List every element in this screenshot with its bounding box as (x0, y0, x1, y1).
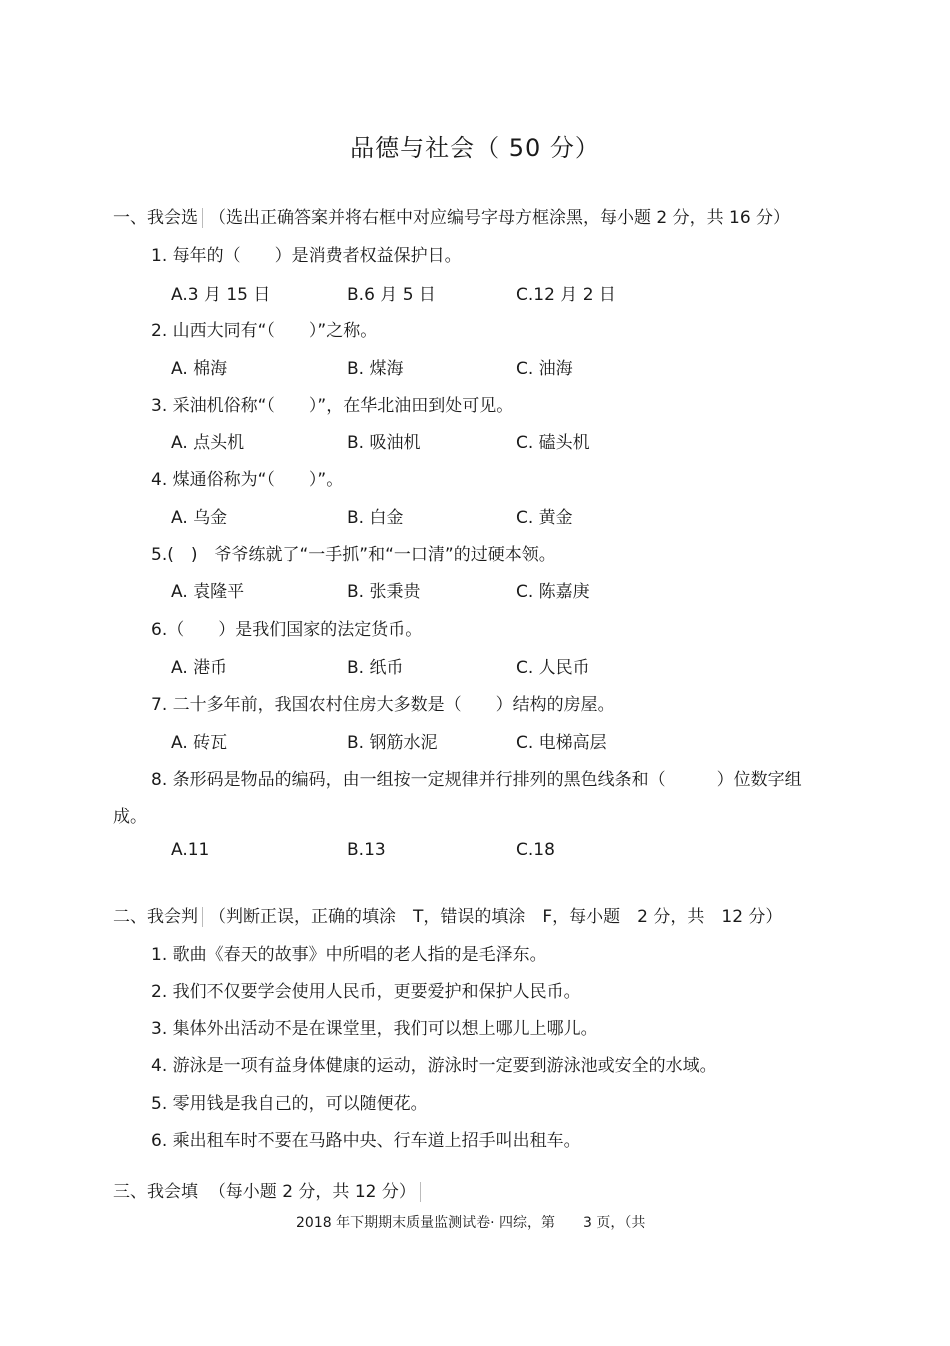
q2-option-a: A. 棉海 (171, 359, 228, 379)
q1-option-a: A.3 月 15 日 (171, 285, 271, 305)
section3-heading: 三、我会填 (113, 1182, 198, 1202)
section1-instruction: （选出正确答案并将右框中对应编号字母方框涂黑，每小题 2 分，共 16 分） (209, 208, 791, 228)
q3-option-b: B. 吸油机 (347, 433, 421, 453)
q5-option-b: B. 张秉贵 (347, 582, 421, 602)
divider (202, 208, 203, 228)
q6-option-a: A. 港币 (171, 658, 228, 678)
judge-item-1: 1. 歌曲《春天的故事》中所唱的老人指的是毛泽东。 (151, 945, 547, 965)
q1-option-c: C.12 月 2 日 (516, 285, 616, 305)
section2-header (113, 902, 782, 927)
section1-heading: 一、我会选 (113, 208, 198, 228)
q7-option-a: A. 砖瓦 (171, 733, 228, 753)
section2-instruction: （判断正误，正确的填涂 T，错误的填涂 F，每小题 2 分，共 12 分） (209, 907, 783, 927)
page-footer: 2018 年下期期末质量监测试卷· 四综，第 3 页，（共 (296, 1215, 646, 1231)
divider (420, 1182, 421, 1202)
page-title: 品德与社会（ 50 分） (350, 134, 600, 162)
q6-option-c: C. 人民币 (516, 658, 590, 678)
judge-item-6: 6. 乘出租车时不要在马路中央、行车道上招手叫出租车。 (151, 1131, 581, 1151)
judge-item-2: 2. 我们不仅要学会使用人民币，更要爱护和保护人民币。 (151, 982, 581, 1002)
q6-option-b: B. 纸币 (347, 658, 404, 678)
q4-option-c: C. 黄金 (516, 508, 573, 528)
q7-option-b: B. 钢筋水泥 (347, 733, 438, 753)
q5-option-a: A. 袁隆平 (171, 582, 245, 602)
q4-option-b: B. 白金 (347, 508, 404, 528)
question-1: 1. 每年的（ ）是消费者权益保护日。 (151, 246, 462, 266)
q4-option-a: A. 乌金 (171, 508, 228, 528)
q8-option-c: C.18 (516, 840, 555, 860)
section1-header (113, 203, 790, 228)
judge-item-4: 4. 游泳是一项有益身体健康的运动，游泳时一定要到游泳池或安全的水域。 (151, 1056, 717, 1076)
judge-item-5: 5. 零用钱是我自己的，可以随便花。 (151, 1094, 428, 1114)
q2-option-c: C. 油海 (516, 359, 573, 379)
question-3: 3. 采油机俗称“（ ）”，在华北油田到处可见。 (151, 396, 514, 416)
section3-instruction: （每小题 2 分，共 12 分） (208, 1182, 416, 1202)
section2-heading: 二、我会判 (113, 907, 198, 927)
q8-option-b: B.13 (347, 840, 386, 860)
question-5: 5.( ) 爷爷练就了“一手抓”和“一口清”的过硬本领。 (151, 545, 556, 565)
question-4: 4. 煤通俗称为“（ ）”。 (151, 470, 344, 490)
q8-option-a: A.11 (171, 840, 210, 860)
q3-option-c: C. 磕头机 (516, 433, 590, 453)
q3-option-a: A. 点头机 (171, 433, 245, 453)
question-7: 7. 二十多年前，我国农村住房大多数是（ ）结构的房屋。 (151, 695, 615, 715)
question-6: 6.（ ）是我们国家的法定货币。 (151, 620, 423, 640)
q1-option-b: B.6 月 5 日 (347, 285, 436, 305)
judge-item-3: 3. 集体外出活动不是在课堂里，我们可以想上哪儿上哪儿。 (151, 1019, 598, 1039)
divider (202, 907, 203, 927)
question-2: 2. 山西大同有“（ ）”之称。 (151, 321, 378, 341)
section3-header (113, 1177, 427, 1202)
question-8: 8. 条形码是物品的编码，由一组按一定规律并行排列的黑色线条和（ ）位数字组 (151, 770, 802, 790)
q7-option-c: C. 电梯高层 (516, 733, 607, 753)
q5-option-c: C. 陈嘉庚 (516, 582, 590, 602)
question-8-continuation: 成。 (113, 807, 147, 827)
q2-option-b: B. 煤海 (347, 359, 404, 379)
